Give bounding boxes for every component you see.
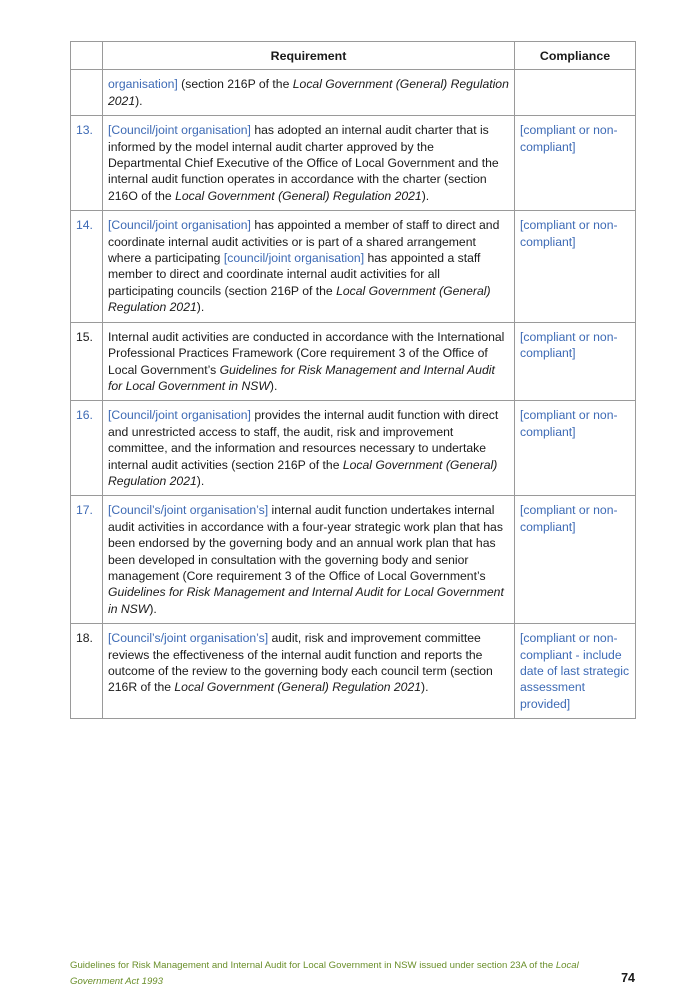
- row-number: 15.: [71, 322, 103, 401]
- citation-text: Guidelines for Risk Management and Internal Audit for Local Government in NSW: [108, 362, 495, 393]
- requirement-text: has appointed a staff member to direct and coordinate internal audit activities for all participating councils (section 216P of the: [108, 251, 481, 298]
- requirement-text: Internal audit activities are conducted in accordance with the International Professional Practices Framework (Core requirement 3 of the Office of Local Government’s: [108, 329, 505, 377]
- table-row: [71, 70, 636, 116]
- row-number: 16.: [71, 401, 103, 496]
- footer-text: [70, 958, 590, 990]
- requirement-cell: [103, 211, 515, 322]
- compliance-cell: [compliant or non-compliant]: [515, 401, 636, 496]
- requirement-text: internal audit function undertakes internal audit activities in accordance with a four-year strategic work plan that has been endorsed by the governing body and an annual work plan that has been developed in consultation with the governing body and senior management (Core requirement 3 of the Office of Local Government’s: [108, 503, 503, 583]
- compliance-cell: [compliant or non-compliant]: [515, 116, 636, 211]
- requirement-text: (section 216P of the: [177, 77, 293, 92]
- requirement-text: has adopted an internal audit charter that is informed by the model internal audit charter approved by the Departmental Chief Executive of the Office of Local Government and the internal audit function operates in accordance with the charter (section 216O of the: [108, 123, 499, 203]
- footer-act-title: Local Government Act 1993: [70, 960, 579, 987]
- row-number: 18.: [71, 624, 103, 719]
- requirement-cell: [103, 401, 515, 496]
- header-num: [71, 42, 103, 70]
- header-compliance: Compliance: [515, 42, 636, 70]
- requirement-text: ).: [135, 93, 143, 108]
- requirement-cell: [103, 624, 515, 719]
- placeholder-text: [Council/joint organisation]: [108, 123, 251, 138]
- citation-text: Local Government (General) Regulation 2021: [108, 77, 509, 108]
- placeholder-text: [Council/joint organisation]: [108, 408, 251, 423]
- requirement-text: ).: [149, 601, 157, 616]
- table-header-row: [71, 42, 636, 70]
- table-row: [71, 401, 636, 496]
- compliance-cell: [compliant or non-compliant]: [515, 211, 636, 322]
- requirement-cell: [103, 70, 515, 116]
- table-body: [71, 70, 636, 719]
- citation-text: Guidelines for Risk Management and Internal Audit for Local Government in NSW: [108, 585, 504, 616]
- requirement-cell: [103, 496, 515, 624]
- requirement-text: audit, risk and improvement committee reviews the effectiveness of the internal audit function and reports the outcome of the review to the governing body each council term (section 216R of the: [108, 631, 493, 695]
- requirement-cell: [103, 116, 515, 211]
- requirement-text: ).: [196, 473, 205, 488]
- requirement-text: ).: [269, 378, 278, 393]
- placeholder-text: [Council’s/joint organisation’s]: [108, 503, 269, 518]
- placeholder-text: organisation]: [108, 77, 178, 92]
- requirement-text: ).: [196, 300, 205, 315]
- table-row: [71, 116, 636, 211]
- compliance-table: [70, 41, 636, 719]
- requirement-text: has appointed a member of staff to direct and coordinate internal audit activities or is part of a shared arrangement where a participating: [108, 218, 500, 266]
- requirement-text: provides the internal audit function with direct and unrestricted access to staff, the audit, risk and improvement committee, and the information and resources necessary to undertake internal audit activities (section 216P of the: [108, 408, 499, 472]
- compliance-cell: [compliant or non-compliant]: [515, 496, 636, 624]
- citation-text: Local Government (General) Regulation 2021: [174, 680, 422, 695]
- placeholder-text: [Council’s/joint organisation’s]: [108, 631, 269, 646]
- row-number: 14.: [71, 211, 103, 322]
- table-row: [71, 496, 636, 624]
- requirement-text: ).: [421, 680, 429, 695]
- citation-text: Local Government (General) Regulation 2021: [108, 283, 491, 315]
- row-number: 17.: [71, 496, 103, 624]
- footer-prefix: Guidelines for Risk Management and Internal Audit for Local Government in NSW issued under section 23A of the: [70, 960, 556, 971]
- requirement-cell: [103, 322, 515, 401]
- page-number: 74: [621, 971, 635, 985]
- citation-text: Local Government (General) Regulation 2021: [175, 188, 422, 203]
- placeholder-text: [Council/joint organisation]: [108, 218, 251, 233]
- citation-text: Local Government (General) Regulation 2021: [108, 457, 498, 488]
- table-row: [71, 624, 636, 719]
- table-row: [71, 211, 636, 322]
- header-requirement: Requirement: [103, 42, 515, 70]
- compliance-cell: [compliant or non-compliant - include date of last strategic assessment provided]: [515, 624, 636, 719]
- compliance-cell: [515, 70, 636, 116]
- row-number: 13.: [71, 116, 103, 211]
- placeholder-text: [council/joint organisation]: [223, 251, 365, 266]
- row-number: [71, 70, 103, 116]
- requirement-text: ).: [421, 188, 430, 203]
- compliance-cell: [compliant or non-compliant]: [515, 322, 636, 401]
- table-row: [71, 322, 636, 401]
